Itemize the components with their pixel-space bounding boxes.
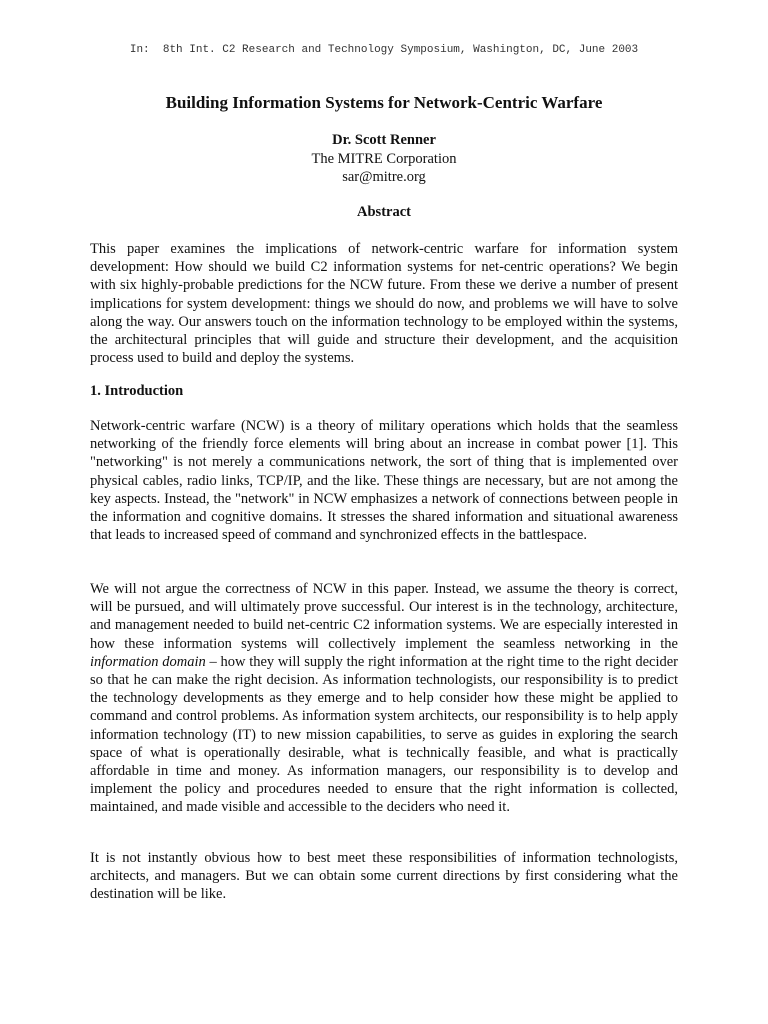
- intro-paragraph-2-part-2: – how they will supply the right information at the right time to the right decider so that he can make the right decision. As information technologists, our responsibility is to predict the technology developments as they emerge and to help consider how these might be applied to command and control problems. As information system architects, our responsibility is to help apply information technology (IT) to new mission capabilities, to serve as guides in exploring the search space of what is operationally desirable, what is technically feasible, and what is practically affordable in time and money. As information managers, our responsibility is to develop and implement the policy and procedures needed to ensure that the right information is collected, maintained, and made visible and accessible to the deciders who need it.: [90, 653, 678, 816]
- author-name: Dr. Scott Renner: [332, 132, 436, 148]
- author-email: sar@mitre.org: [342, 169, 426, 185]
- author-affiliation: The MITRE Corporation: [311, 151, 457, 167]
- paper-title: Building Information Systems for Network-Centric Warfare: [165, 93, 603, 112]
- intro-paragraph-1: Network-centric warfare (NCW) is a theory of military operations which holds that the seamless networking of the friendly force elements will bring about an increase in combat power [1]. This "networking" is not merely a communications network, the sort of thing that is implemented over physical cables, radio links, TCP/IP, and the like. These things are necessary, but are not among the key aspects. Instead, the "network" in NCW emphasizes a network of connections between people in the information and cognitive domains. It stresses the shared information and situational awareness that leads to increased speed of command and synchronized effects in the battlespace.: [90, 418, 678, 544]
- intro-paragraph-3: It is not instantly obvious how to best meet these responsibilities of information technologists, architects, and managers. But we can obtain some current directions by first considering what the destination will be like.: [90, 850, 678, 903]
- information-domain-emphasis: information domain: [90, 653, 206, 670]
- intro-paragraph-2: [90, 580, 678, 817]
- intro-paragraph-2-part-1: We will not argue the correctness of NCW in this paper. Instead, we assume the theory is correct, will be pursued, and will ultimately prove successful. Our interest is in the technology, architecture, and management needed to build net-centric C2 information systems. We are especially interested in how these information systems will collectively implement the seamless networking in the: [90, 581, 678, 652]
- citation-header: In: 8th Int. C2 Research and Technology Symposium, Washington, DC, June 2003: [129, 44, 639, 56]
- abstract-paragraph: This paper examines the implications of network-centric warfare for information system development: How should we build C2 information systems for net-centric operations? We begin with six highly-probable predictions for the NCW future. From these we derive a number of present implications for system development: things we should do now, and problems we will have to solve along the way. Our answers touch on the information technology to be employed within the systems, the architectural principles that will guide and structure their development, and the acquisition process used to build and deploy the systems.: [90, 241, 678, 367]
- abstract-heading: Abstract: [357, 204, 411, 220]
- section-heading-introduction: 1. Introduction: [90, 383, 184, 399]
